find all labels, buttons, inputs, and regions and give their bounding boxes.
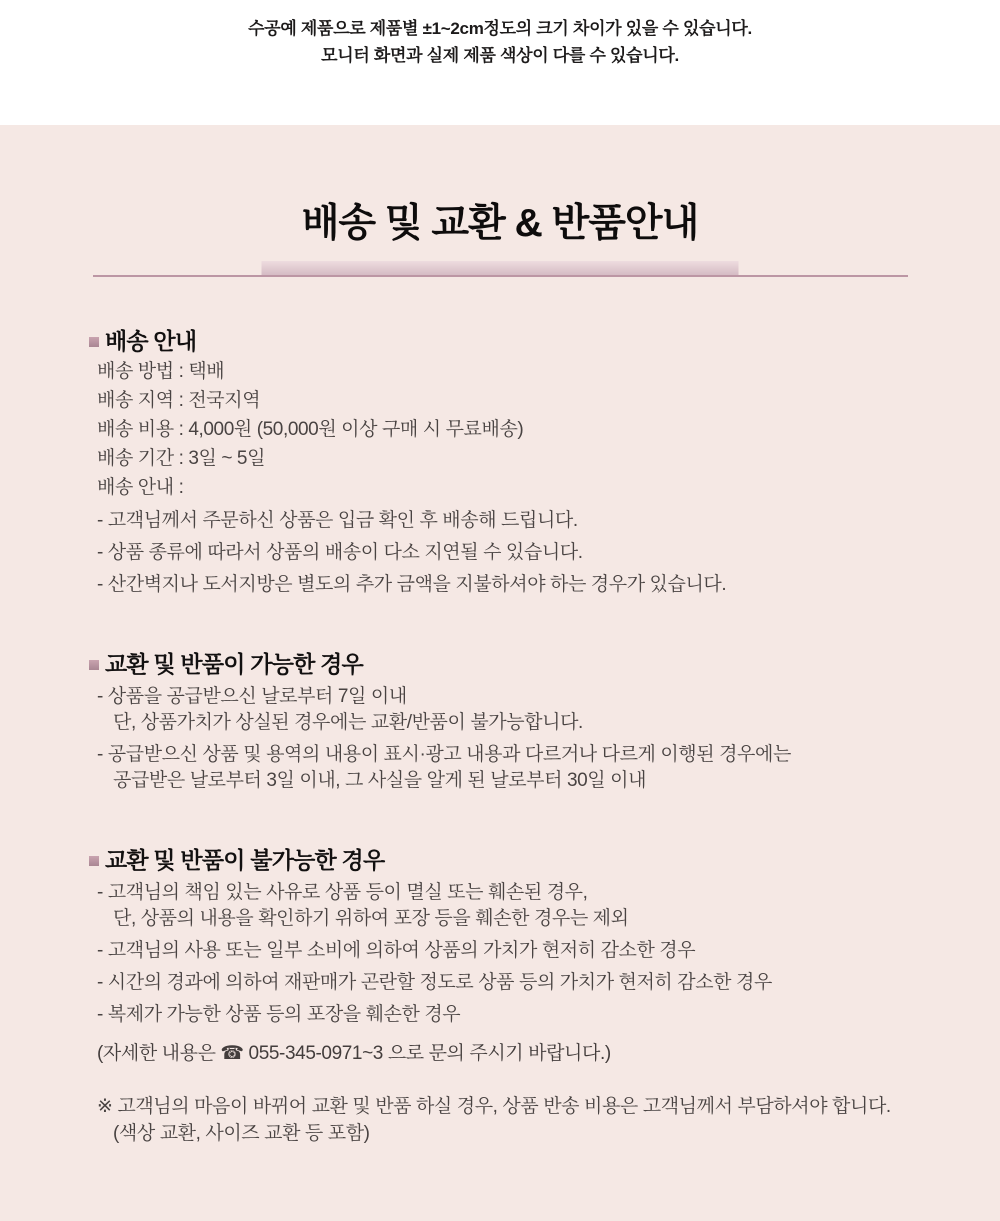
section-heading-text: 교환 및 반품이 불가능한 경우: [105, 847, 385, 873]
footnote-line-2: (색상 교환, 사이즈 교환 등 포함): [113, 1123, 370, 1144]
dash-line: - 산간벽지나 도서지방은 별도의 추가 금액을 지불하셔야 하는 경우가 있습니다.: [97, 574, 727, 595]
dash-line: - 시간의 경과에 의하여 재판매가 곤란할 정도로 상품 등의 가치가 현저히 감소한 경우: [97, 972, 772, 993]
footnote-line-1: ※ 고객님의 마음이 바뀌어 교환 및 반품 하실 경우, 상품 반송 비용은 고객님께서 부담하셔야 합니다.: [97, 1096, 891, 1117]
title-underline-rule: [93, 275, 908, 277]
section-heading-text: 배송 안내: [105, 328, 197, 354]
content: [0, 277, 1000, 1147]
info-section: [97, 846, 940, 1067]
dash-item: [97, 1002, 940, 1028]
dash-line: - 상품을 공급받으신 날로부터 7일 이내: [97, 686, 407, 707]
title-underline-bar: [262, 261, 739, 276]
info-line: 배송 안내 :: [97, 477, 184, 498]
dash-line: - 고객님의 책임 있는 사유로 상품 등이 멸실 또는 훼손된 경우,: [97, 882, 588, 903]
continuation-line: 단, 상품의 내용을 확인하기 위하여 포장 등을 훼손한 경우는 제외: [113, 908, 629, 929]
shipping-return-info-panel: [0, 125, 1000, 1221]
info-section: [97, 650, 940, 794]
dash-item: [97, 938, 940, 964]
dash-item: [97, 508, 940, 534]
title-underline: [93, 260, 908, 277]
info-line: 배송 방법 : 택배: [97, 361, 225, 382]
dash-item: [97, 572, 940, 598]
section-heading-text: 교환 및 반품이 가능한 경우: [105, 651, 363, 677]
dash-line: - 상품 종류에 따라서 상품의 배송이 다소 지연될 수 있습니다.: [97, 542, 583, 563]
dash-line: - 공급받으신 상품 및 용역의 내용이 표시·광고 내용과 다르거나 다르게 이행된 경우에는: [97, 744, 791, 765]
dash-item: [97, 742, 940, 794]
footnote: [97, 1093, 940, 1147]
page-title: 배송 및 교환 & 반품안내: [301, 202, 699, 245]
product-notice: [0, 0, 1000, 125]
section-heading: [89, 650, 940, 678]
sections: [97, 327, 940, 1067]
contact-phone-line: (자세한 내용은 ☎ 055-345-0971~3 으로 문의 주시기 바랍니다.): [97, 1043, 611, 1064]
info-line: 배송 비용 : 4,000원 (50,000원 이상 구매 시 무료배송): [97, 419, 524, 440]
dash-line: - 고객님의 사용 또는 일부 소비에 의하여 상품의 가치가 현저히 감소한 경우: [97, 940, 696, 961]
info-line: 배송 지역 : 전국지역: [97, 390, 261, 411]
continuation-line: 단, 상품가치가 상실된 경우에는 교환/반품이 불가능합니다.: [113, 712, 583, 733]
dash-item: [97, 684, 940, 736]
dash-line: - 복제가 가능한 상품 등의 포장을 훼손한 경우: [97, 1004, 461, 1025]
dash-item: [97, 540, 940, 566]
square-bullet-icon: [89, 856, 99, 866]
square-bullet-icon: [89, 660, 99, 670]
dash-item: [97, 880, 940, 932]
info-line: 배송 기간 : 3일 ~ 5일: [97, 448, 266, 469]
dash-line: - 고객님께서 주문하신 상품은 입금 확인 후 배송해 드립니다.: [97, 510, 578, 531]
notice-line-1: 수공예 제품으로 제품별 ±1~2cm정도의 크기 차이가 있을 수 있습니다.: [248, 19, 752, 38]
continuation-line: 공급받은 날로부터 3일 이내, 그 사실을 알게 된 날로부터 30일 이내: [113, 770, 647, 791]
square-bullet-icon: [89, 337, 99, 347]
section-heading: [89, 846, 940, 874]
dash-item: [97, 970, 940, 996]
notice-line-2: 모니터 화면과 실제 제품 색상이 다를 수 있습니다.: [321, 46, 679, 65]
section-heading: [89, 327, 940, 355]
info-section: [97, 327, 940, 598]
